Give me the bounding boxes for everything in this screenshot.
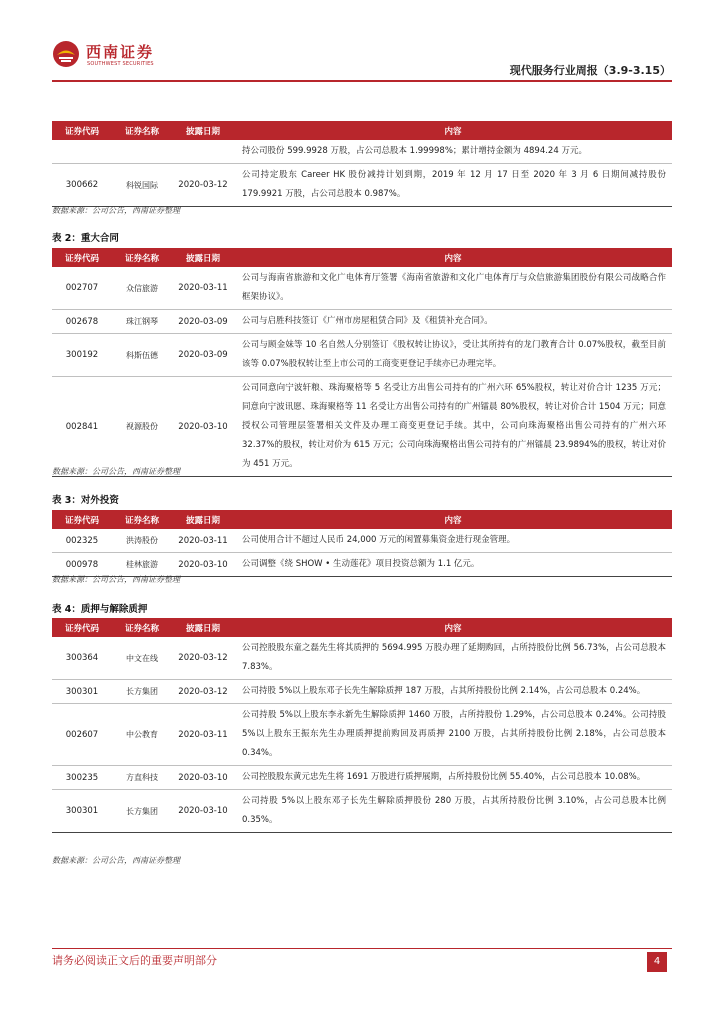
column-header-name: 证券名称: [112, 121, 172, 140]
cell-content: 公司同意向宁波轩粮、珠海聚格等 5 名受让方出售公司持有的广州六环 65%股权，转让对价合计 1235 万元；同意向宁波讯愿、珠海聚格等 11 名受让方出售公司持有的广州镭晨 80%股权，转让对价合计 1504 万元；同意授权公司管理层签署相关文件及办理工商变更登记手续。其中，公司向珠海聚格出售公司持有的广州六环 32.37%的股权，转让对价为 615 万元；公司向珠海聚格出售公司持有的广州镭晨 23.9894%的股权，转让对价为 451 万元。: [234, 377, 672, 477]
table-row: [52, 704, 672, 766]
cell-code: 002841: [52, 377, 112, 477]
cell-content: 公司与顾金妹等 10 名自然人分别签订《股权转让协议》，受让其所持有的龙门教育合计 0.07%股权，截至目前该等 0.07%股权转让至上市公司的工商变更登记手续亦已办理完毕。: [234, 334, 672, 377]
cell-content: 公司持定股东 Career HK 股份减持计划到期，2019 年 12 月 17 日至 2020 年 3 月 6 日期间减持股份 179.9921 万股，占公司总股本 0.987%。: [234, 164, 672, 207]
cell-code: 000978: [52, 553, 112, 577]
table-header-row: [52, 618, 672, 637]
table-row: [52, 766, 672, 790]
column-header-content: 内容: [234, 618, 672, 637]
table2-source-note: 数据来源：公司公告，西南证券整理: [52, 467, 180, 476]
table3-caption: 表 3：对外投资: [52, 495, 119, 506]
column-header-name: 证券名称: [112, 248, 172, 267]
cell-content: 公司与启胜科技签订《广州市房屋租赁合同》及《租赁补充合同》。: [234, 310, 672, 334]
cell-date: 2020-03-12: [172, 637, 234, 680]
logo-english-name: SOUTHWEST SECURITIES: [87, 61, 154, 67]
cell-date: 2020-03-10: [172, 377, 234, 477]
column-header-date: 披露日期: [172, 618, 234, 637]
column-header-code: 证券代码: [52, 618, 112, 637]
cell-content: 公司持股 5%以上股东邓子长先生解除质押股份 280 万股，占其所持股份比例 3.10%，占公司总股本比例 0.35%。: [234, 790, 672, 833]
table-shareholding-changes: [52, 121, 672, 207]
table-row: [52, 790, 672, 833]
cell-name: 视源股份: [112, 377, 172, 477]
cell-code: 300364: [52, 637, 112, 680]
page-number: 4: [647, 952, 667, 972]
cell-content: 公司持股 5%以上股东李永新先生解除质押 1460 万股，占所持股份 1.29%，占公司总股本 0.24%。公司持股 5%以上股东王振东先生办理质押提前购回及再质押 2100 万股，占其所持股份比例 2.18%，占公司总股本 0.34%。: [234, 704, 672, 766]
cell-content: 公司控股股东童之磊先生将其质押的 5694.995 万股办理了延期购回，占所持股份比例 56.73%，占公司总股本 7.83%。: [234, 637, 672, 680]
table-row: [52, 310, 672, 334]
page-header: [0, 0, 724, 82]
column-header-content: 内容: [234, 510, 672, 529]
cell-code: 300235: [52, 766, 112, 790]
table-header-row: [52, 510, 672, 529]
cell-date: 2020-03-11: [172, 529, 234, 553]
table-row: [52, 553, 672, 577]
cell-content: 公司持股 5%以上股东邓子长先生解除质押 187 万股，占其所持股份比例 2.14%，占公司总股本 0.24%。: [234, 680, 672, 704]
cell-name: 方直科技: [112, 766, 172, 790]
cell-date: 2020-03-11: [172, 704, 234, 766]
table-row: [52, 529, 672, 553]
table-major-contracts: [52, 248, 672, 477]
column-header-code: 证券代码: [52, 510, 112, 529]
cell-name: 科斯伍德: [112, 334, 172, 377]
cell-code: 002325: [52, 529, 112, 553]
table-row: [52, 334, 672, 377]
table-header-row: [52, 248, 672, 267]
cell-content: 公司使用合计不超过人民币 24,000 万元的闲置募集资金进行现金管理。: [234, 529, 672, 553]
cell-content: 公司控股股东黄元忠先生将 1691 万股进行质押展期，占所持股份比例 55.40%，占公司总股本 10.08%。: [234, 766, 672, 790]
cell-name: 科锐国际: [112, 164, 172, 207]
column-header-date: 披露日期: [172, 121, 234, 140]
cell-content: 持公司股份 599.9928 万股，占公司总股本 1.99998%；累计增持金额为 4894.24 万元。: [234, 140, 672, 164]
column-header-name: 证券名称: [112, 510, 172, 529]
cell-code: 300301: [52, 680, 112, 704]
table-external-investment: [52, 510, 672, 577]
column-header-code: 证券代码: [52, 121, 112, 140]
cell-date: 2020-03-12: [172, 164, 234, 207]
table-row: [52, 377, 672, 477]
cell-code: 300662: [52, 164, 112, 207]
cell-name: 中公教育: [112, 704, 172, 766]
table-row: [52, 164, 672, 207]
column-header-code: 证券代码: [52, 248, 112, 267]
cell-code: 002607: [52, 704, 112, 766]
cell-name: 众信旅游: [112, 267, 172, 310]
table-row: [52, 680, 672, 704]
cell-date: 2020-03-09: [172, 334, 234, 377]
column-header-name: 证券名称: [112, 618, 172, 637]
logo-chinese-name: 西南证券: [86, 43, 155, 61]
cell-name: 中文在线: [112, 637, 172, 680]
cell-name: 桂林旅游: [112, 553, 172, 577]
footer-divider: [52, 948, 672, 949]
cell-date: [172, 140, 234, 164]
table-pledge-release: [52, 618, 672, 833]
cell-content: 公司调整《绕 SHOW • 生动莲花》项目投资总额为 1.1 亿元。: [234, 553, 672, 577]
cell-date: 2020-03-10: [172, 790, 234, 833]
cell-date: 2020-03-12: [172, 680, 234, 704]
table1-source-note: 数据来源：公司公告，西南证券整理: [52, 206, 180, 215]
cell-date: 2020-03-11: [172, 267, 234, 310]
table4-source-note: 数据来源：公司公告，西南证券整理: [52, 856, 180, 865]
footer-disclaimer: 请务必阅读正文后的重要声明部分: [52, 954, 217, 967]
cell-name: 洪涛股份: [112, 529, 172, 553]
cell-code: 002678: [52, 310, 112, 334]
cell-name: 珠江钢琴: [112, 310, 172, 334]
header-divider: [52, 80, 672, 82]
cell-code: 002707: [52, 267, 112, 310]
column-header-content: 内容: [234, 248, 672, 267]
cell-name: 长方集团: [112, 680, 172, 704]
table-row: [52, 140, 672, 164]
column-header-date: 披露日期: [172, 248, 234, 267]
cell-date: 2020-03-10: [172, 553, 234, 577]
table-header-row: [52, 121, 672, 140]
table4-caption: 表 4：质押与解除质押: [52, 604, 148, 615]
report-title: 现代服务行业周报（3.9-3.15）: [509, 64, 671, 77]
cell-date: 2020-03-10: [172, 766, 234, 790]
table-row: [52, 267, 672, 310]
cell-code: 300301: [52, 790, 112, 833]
table-row: [52, 637, 672, 680]
cell-name: [112, 140, 172, 164]
southwest-securities-logo-icon: [52, 40, 80, 68]
cell-code: 300192: [52, 334, 112, 377]
table3-source-note: 数据来源：公司公告，西南证券整理: [52, 575, 180, 584]
column-header-content: 内容: [234, 121, 672, 140]
table2-caption: 表 2：重大合同: [52, 233, 119, 244]
cell-name: 长方集团: [112, 790, 172, 833]
column-header-date: 披露日期: [172, 510, 234, 529]
cell-date: 2020-03-09: [172, 310, 234, 334]
company-logo: [52, 40, 162, 76]
cell-content: 公司与海南省旅游和文化广电体育厅签署《海南省旅游和文化广电体育厅与众信旅游集团股份有限公司战略合作框架协议》。: [234, 267, 672, 310]
cell-code: [52, 140, 112, 164]
